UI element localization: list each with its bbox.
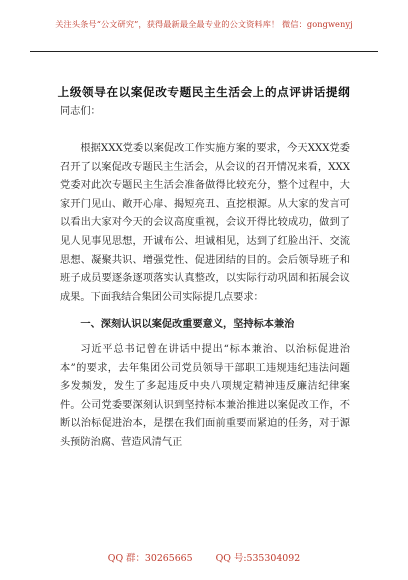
paragraph-intro: 根据XXX党委以案促改工作实施方案的要求，今天XXX党委召开了以案促改专题民主生活会，从会议的召开情况来看，XXX党委对此次专题民主生活会准备做得比较充分，整个过程中，大家开门见山、敞开心扉、揭短亮丑、直挖根源。从大家的发言可以看出大家对今天的会议高度重视，会议开得比较成功，做到了见人见事见思想，开诚布公、坦诚相见，达到了红脸出汗、交流思想、凝聚共识、增强党性、促进团结的目的。会后领导班子和班子成员要逐条逐项落实认真整改，以实际行动巩固和拓展会议成果。下面我结合集团公司实际提几点要求： <box>60 143 350 303</box>
page-header <box>0 0 408 58</box>
paragraph-section-1: 习近平总书记曾在讲话中提出“标本兼治、以治标促进治本”的要求，去年集团公司党员领导干部职工违规违纪违法问题多发频发，发生了多起违反中央八项规定精神违反廉洁纪律案件。公司党委要深刻认识到坚持标本兼治推进以案促改工作，不断以治标促进治本，是摆在我们面前重要而紧迫的任务，对于源头预防治腐、营造风清气正 <box>60 343 350 448</box>
section-heading-1: 一、深刻认识以案促改重要意义，坚持标本兼治 <box>80 318 295 331</box>
header-promo-text: 关注头条号“公文研究”，获得最新最全最专业的公文资料库！ 微信：gongwenyj <box>55 19 353 29</box>
footer-qq-number: QQ 号:535304092 <box>215 553 301 564</box>
header-divider <box>30 51 378 52</box>
greeting: 同志们： <box>60 106 101 117</box>
document-title: 上级领导在以案促改专题民主生活会上的点评讲话提纲 <box>57 85 351 99</box>
page-footer <box>0 550 408 564</box>
document-body <box>60 103 350 453</box>
footer-qq-group: QQ 群：30265665 <box>107 553 193 564</box>
